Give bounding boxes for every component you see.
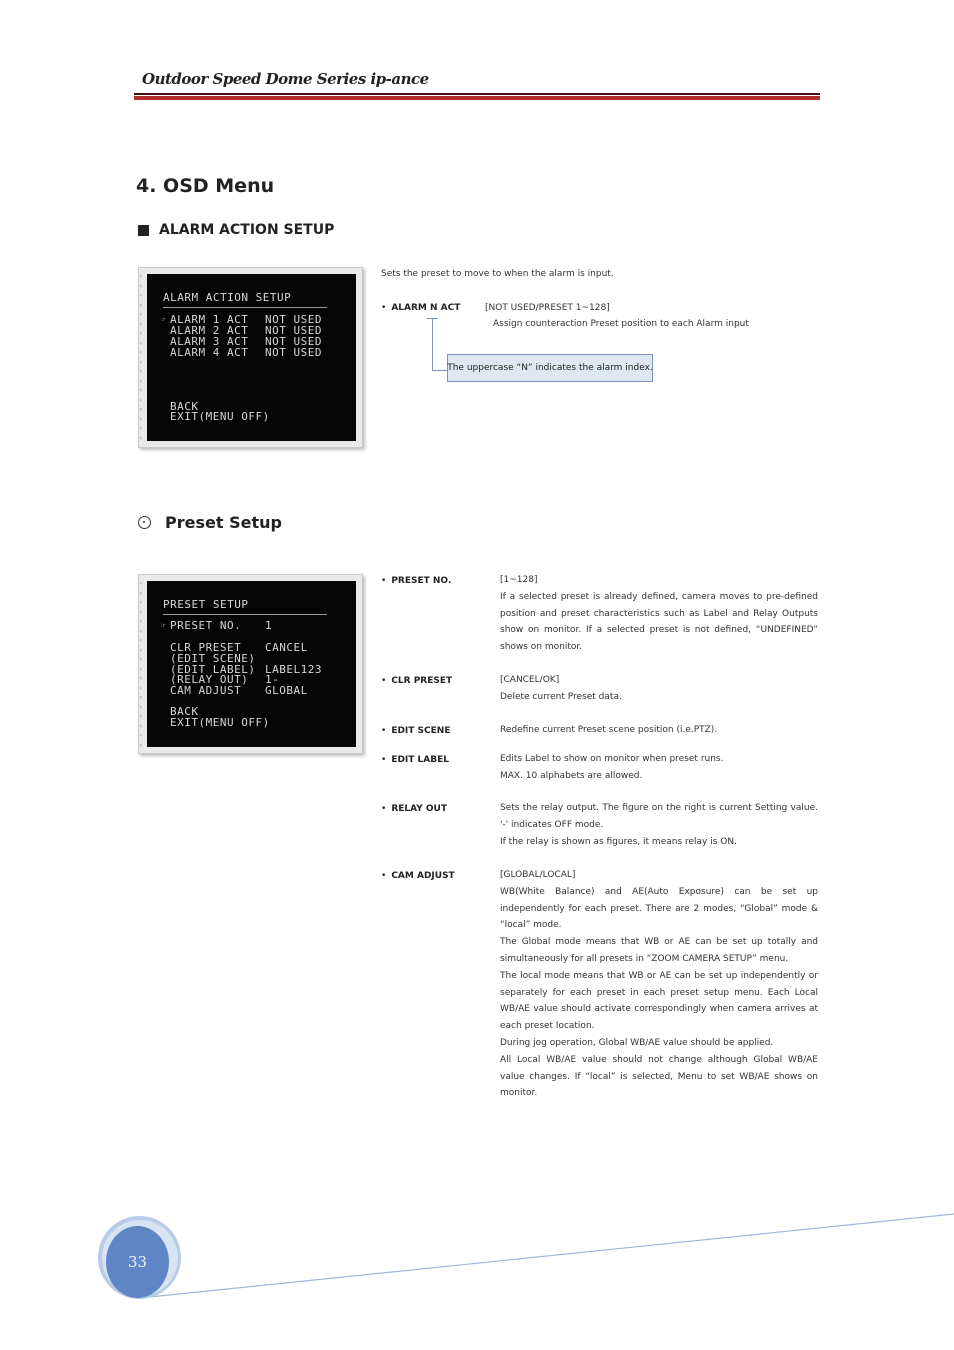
page-number: 33 [127, 1253, 148, 1271]
osd-exit: EXIT(MENU OFF) [170, 410, 270, 423]
osd-row-label: (EDIT LABEL) [170, 663, 256, 676]
alarm-n-act-label: • ALARM N ACT [381, 303, 460, 313]
osd-gutter: ‹ ‹ ‹ ‹ ‹ ‹ ‹ ‹ ‹ ‹ ‹ ‹ ‹ ‹ ‹ ‹ ‹ ‹ [139, 273, 143, 442]
cam-adjust-label: • CAM ADJUST [381, 871, 455, 881]
clr-preset-label: • CLR PRESET [381, 676, 452, 686]
osd-title: PRESET SETUP [163, 598, 249, 611]
osd-row-value: NOT USED [265, 324, 322, 337]
desc-line: MAX. 10 alphabets are allowed. [500, 770, 643, 781]
osd-row-label: (RELAY OUT) [170, 673, 249, 686]
desc-line: [1~128] [500, 575, 538, 585]
relay-out-label: • RELAY OUT [381, 804, 447, 814]
desc-line: If a selected preset is already defined, camera moves to pre-defined position and preset characteristics such as Label and Relay Outputs show on monitor. If a selected preset is not defined, “UNDEFINED” shows on monitor. [500, 591, 818, 653]
edit-label-label: • EDIT LABEL [381, 755, 449, 765]
osd-row-value: NOT USED [265, 313, 322, 326]
desc-line: [CANCEL/OK] [500, 675, 560, 685]
desc-line: WB(White Balance) and AE(Auto Exposure) can be set up independently for each preset. There are 2 modes, “Global” mode & “local” mode. [500, 886, 818, 931]
desc-line: Redefine current Preset scene position (i.e.PTZ). [500, 725, 718, 735]
osd-back: BACK [170, 400, 199, 413]
osd-gutter: ‹ ‹ ‹ ‹ ‹ ‹ ‹ ‹ ‹ ‹ ‹ ‹ ‹ ‹ ‹ ‹ ‹ ‹ [139, 580, 143, 749]
alarm-section-heading-text: ALARM ACTION SETUP [159, 222, 335, 238]
osd-row-label: ALARM 3 ACT [170, 335, 249, 348]
osd-row-label: CAM ADJUST [170, 684, 242, 697]
alarm-intro-text: Sets the preset to move to when the alarm is input. [381, 269, 614, 279]
alarm-n-act-range: [NOT USED/PRESET 1~128] [485, 303, 610, 313]
osd-back: BACK [170, 705, 199, 718]
osd-row-value: CANCEL [265, 641, 308, 654]
osd-row-value: 1- [265, 673, 280, 686]
desc-line: If the relay is shown as figures, it means relay is ON. [500, 836, 737, 847]
osd-exit: EXIT(MENU OFF) [170, 716, 270, 729]
desc-line: [GLOBAL/LOCAL] [500, 870, 576, 880]
osd-row-value: GLOBAL [265, 684, 308, 697]
alarm-index-callout: The uppercase “N” indicates the alarm index. [447, 354, 653, 382]
osd-row-label: ALARM 1 ACT [170, 313, 249, 326]
desc-line: Edits Label to show on monitor when preset runs. [500, 754, 724, 764]
osd-row-value: NOT USED [265, 346, 322, 359]
desc-line: Delete current Preset data. [500, 691, 622, 702]
section-title: 4. OSD Menu [136, 175, 275, 197]
desc-line: The local mode means that WB or AE can be set up independently or separately for each preset in each preset setup menu. Each Local WB/AE value should activate correspondingly when camera arrives at each preset location. [500, 970, 818, 1032]
osd-cursor-icon: ☞ [161, 621, 167, 630]
osd-preset-no-value: 1 [265, 619, 273, 632]
osd-row-label: ALARM 4 ACT [170, 346, 249, 359]
desc-line: During jog operation, Global WB/AE value should be applied. [500, 1037, 774, 1048]
osd-preset-no-label: PRESET NO. [170, 619, 242, 632]
osd-row-value: LABEL123 [265, 663, 322, 676]
page-number-badge [106, 1226, 169, 1298]
preset-no-label: • PRESET NO. [381, 576, 451, 586]
alarm-n-act-desc: Assign counteraction Preset position to each Alarm input [493, 319, 749, 329]
osd-row-label: (EDIT SCENE) [170, 652, 256, 665]
desc-line: The Global mode means that WB or AE can be set up totally and simultaneously for all presets in “ZOOM CAMERA SETUP” menu. [500, 937, 818, 964]
document-header-title: Outdoor Speed Dome Series ip-ance [142, 70, 429, 88]
osd-row-label: ALARM 2 ACT [170, 324, 249, 337]
osd-title: ALARM ACTION SETUP [163, 291, 292, 304]
desc-line: Sets the relay output. The figure on the right is current Setting value. '-' indicates OFF mode. [500, 803, 818, 830]
desc-line: All Local WB/AE value should not change although Global WB/AE value changes. If “local” is selected, Menu to set WB/AE shows on monitor. [500, 1054, 818, 1099]
osd-cursor-icon: ☞ [161, 315, 167, 324]
osd-row-label: CLR PRESET [170, 641, 242, 654]
edit-scene-label: • EDIT SCENE [381, 726, 450, 736]
preset-section-heading-text: Preset Setup [165, 513, 282, 532]
osd-row-value: NOT USED [265, 335, 322, 348]
